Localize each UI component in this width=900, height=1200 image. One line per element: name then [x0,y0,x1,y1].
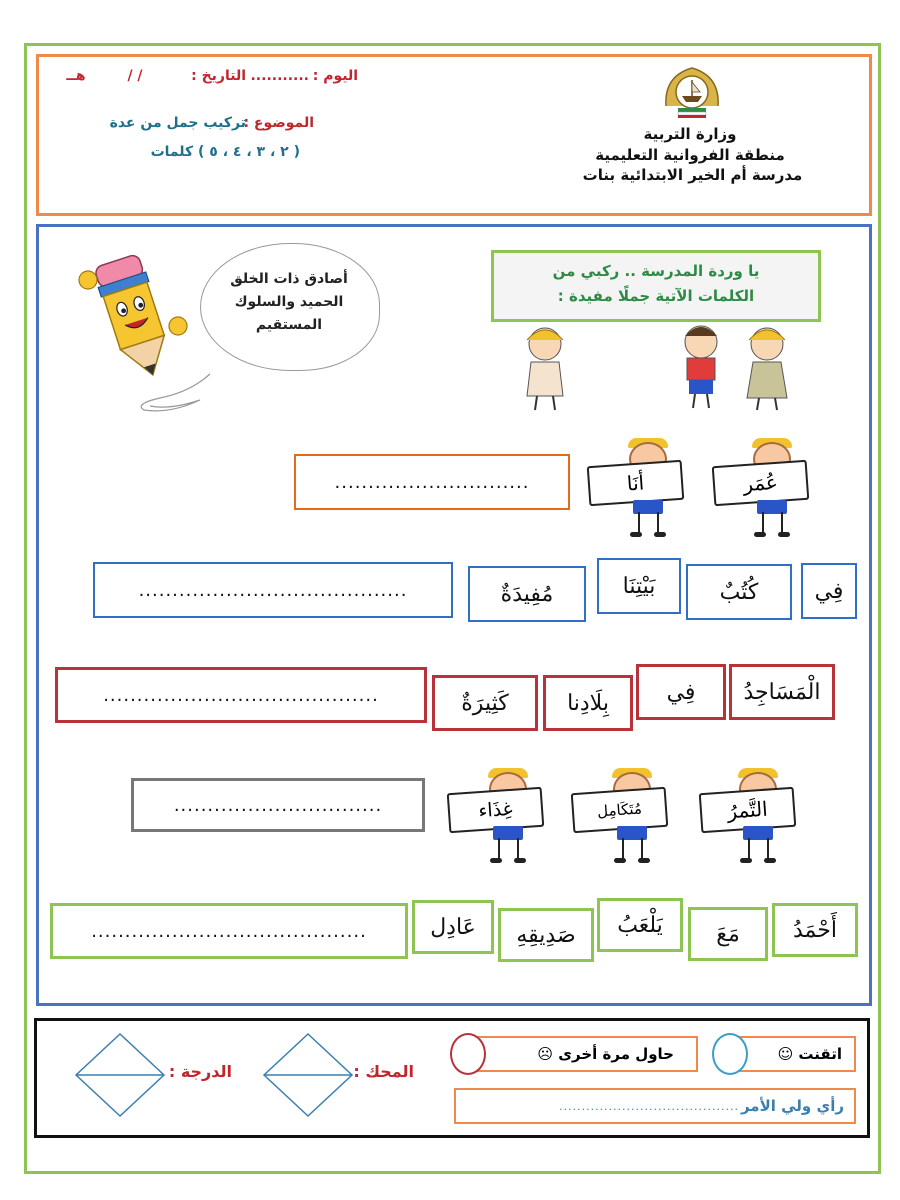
banner-line-2: الكلمات الآتية جملًا مفيدة : [557,287,755,305]
kid-foot [630,532,642,537]
day-dots: ........... [250,68,309,84]
try-again-circle[interactable] [450,1033,486,1075]
kid-leg [762,512,764,534]
word-card: مُفِيدَةٌ [468,566,586,622]
word-card: بِلَادِنا [543,675,633,731]
kid-foot [614,858,626,863]
kid-leg [622,838,624,860]
criterion-label: المحك : [353,1062,414,1081]
kid-foot [740,858,752,863]
instruction-banner [491,250,821,322]
date-label: التاريخ : [191,68,246,84]
kid-leg [638,512,640,534]
grade-diamond[interactable] [72,1030,168,1120]
school-name: مدرسة أم الخير الابتدائية بنات [582,166,803,184]
kid-leg [498,838,500,860]
kid-foot [764,858,776,863]
bubble-text [214,268,364,337]
kid-leg [748,838,750,860]
kid-foot [754,532,766,537]
try-again-box[interactable] [476,1036,698,1072]
subject-value: تركيب جمل من عدة [109,115,246,131]
bubble-line-1: أصادق ذات الخلق [230,271,348,287]
mastered-label: اتقنت ☺ [777,1045,842,1063]
word-card: كُتُبٌ [686,564,792,620]
word-card: أَحْمَدُ [772,903,858,957]
hijri-mark: هــ [66,68,86,84]
guardian-label: رأي ولي الأمر [740,1097,844,1115]
word-card: عَادِل [412,900,494,954]
kid-leg [641,838,643,860]
word-card: فِي [801,563,857,619]
answer-box-4[interactable]: ............................... [131,778,425,832]
children-holding-banner-icon [505,318,810,414]
word-card: كَثِيرَةٌ [432,675,538,731]
kid-foot [654,532,666,537]
try-again-label: حاول مرة أخرى ☹ [537,1045,674,1063]
word-card: غِذَاء [447,787,545,834]
word-card: فِي [636,664,726,720]
date-slashes: / / [127,68,143,84]
bubble-line-2: الحميد والسلوك [234,294,344,310]
banner-line-1: يا وردة المدرسة .. ركبي من [552,262,760,280]
kid-leg [781,512,783,534]
subject-line2: ( ٢ ، ٣ ، ٤ ، ٥ ) كلمات [150,144,300,160]
kid-foot [638,858,650,863]
answer-box-5[interactable]: ......................................... [50,903,408,959]
word-card: مُتَكَامِل [571,787,669,834]
kid-foot [778,532,790,537]
kid-foot [514,858,526,863]
bubble-line-3: المستقيم [255,317,323,333]
kid-foot [490,858,502,863]
word-card: الْمَسَاجِدُ [729,664,835,720]
grade-label: الدرجة : [168,1062,232,1081]
kid-leg [767,838,769,860]
answer-box-3[interactable]: ......................................... [55,667,427,723]
district-name: منطقة الفروانية التعليمية [595,146,785,164]
guardian-dots: ........................................ [559,1099,739,1113]
word-card: أنَا [587,460,685,507]
subject-label: الموضوع : [243,115,314,131]
kuwait-emblem-icon [660,62,724,120]
kid-leg [517,838,519,860]
answer-box-2[interactable]: ........................................ [93,562,453,618]
guardian-box[interactable] [454,1088,856,1124]
answer-box-1[interactable]: ............................. [294,454,570,510]
word-card: عُمَر [712,460,810,507]
criterion-diamond[interactable] [260,1030,356,1120]
word-card: بَيْتِنَا [597,558,681,614]
pencil-mascot-icon [74,250,192,390]
word-card: صَدِيقِهِ [498,908,594,962]
ministry-name: وزارة التربية [643,125,737,143]
word-card: مَعَ [688,907,768,961]
mastered-circle[interactable] [712,1033,748,1075]
day-label: اليوم : [312,68,358,84]
mastered-box[interactable] [738,1036,856,1072]
word-card: يَلْعَبُ [597,898,683,952]
kid-leg [657,512,659,534]
word-card: التَّمرُ [699,787,797,834]
